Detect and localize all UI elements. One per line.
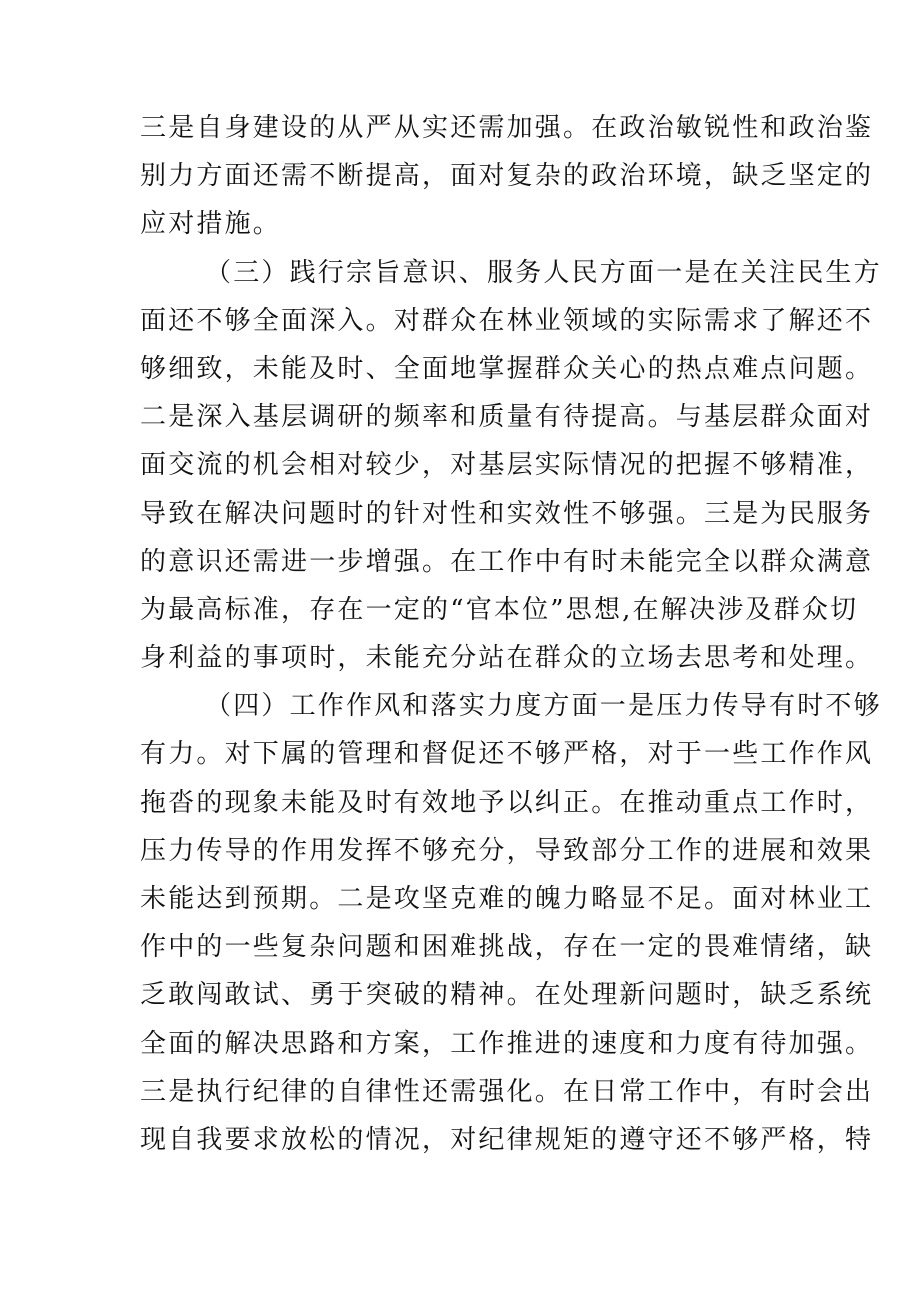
text-line: 够细致，未能及时、全面地掌握群众关心的热点难点问题。 xyxy=(140,353,874,384)
text-line: 导致在解决问题时的针对性和实效性不够强。三是为民服务 xyxy=(140,498,874,529)
text-line: 应对措施。 xyxy=(140,209,282,240)
text-line: 的意识还需进一步增强。在工作中有时未能完全以群众满意 xyxy=(140,546,874,577)
text-line: 别力方面还需不断提高，面对复杂的政治环境，缺乏坚定的 xyxy=(140,161,874,192)
text-line: 二是深入基层调研的频率和质量有待提高。与基层群众面对 xyxy=(140,402,874,433)
text-line: 全面的解决思路和方案，工作推进的速度和力度有待加强。 xyxy=(140,1028,874,1059)
text-line: 为最高标准，存在一定的“官本位”思想,在解决涉及群众切 xyxy=(140,594,859,625)
text-line: 作中的一些复杂问题和困难挑战，存在一定的畏难情绪，缺 xyxy=(140,932,874,963)
body-text xyxy=(140,104,882,1164)
text-line: 面还不够全面深入。对群众在林业领域的实际需求了解还不 xyxy=(140,305,874,336)
section-heading-line: （四）工作作风和落实力度方面一是压力传导有时不够 xyxy=(205,691,882,722)
text-line: 压力传导的作用发挥不够充分，导致部分工作的进展和效果 xyxy=(140,835,874,866)
text-line: 三是自身建设的从严从实还需加强。在政治敏锐性和政治鉴 xyxy=(140,113,874,143)
section-heading-line: （三）践行宗旨意识、服务人民方面一是在关注民生方 xyxy=(205,257,882,288)
text-line: 未能达到预期。二是攻坚克难的魄力略显不足。面对林业工 xyxy=(140,884,874,914)
text-line: 拖沓的现象未能及时有效地予以纠正。在推动重点工作时， xyxy=(140,787,874,818)
text-line: 现自我要求放松的情况，对纪律规矩的遵守还不够严格，特 xyxy=(140,1124,874,1155)
text-line: 有力。对下属的管理和督促还不够严格，对于一些工作作风 xyxy=(140,739,874,770)
text-line: 面交流的机会相对较少，对基层实际情况的把握不够精准， xyxy=(140,450,874,481)
text-line: 三是执行纪律的自律性还需强化。在日常工作中，有时会出 xyxy=(140,1076,874,1107)
text-line: 身利益的事项时，未能充分站在群众的立场去思考和处理。 xyxy=(140,643,874,674)
text-line: 乏敢闯敢试、勇于突破的精神。在处理新问题时，缺乏系统 xyxy=(140,980,874,1011)
